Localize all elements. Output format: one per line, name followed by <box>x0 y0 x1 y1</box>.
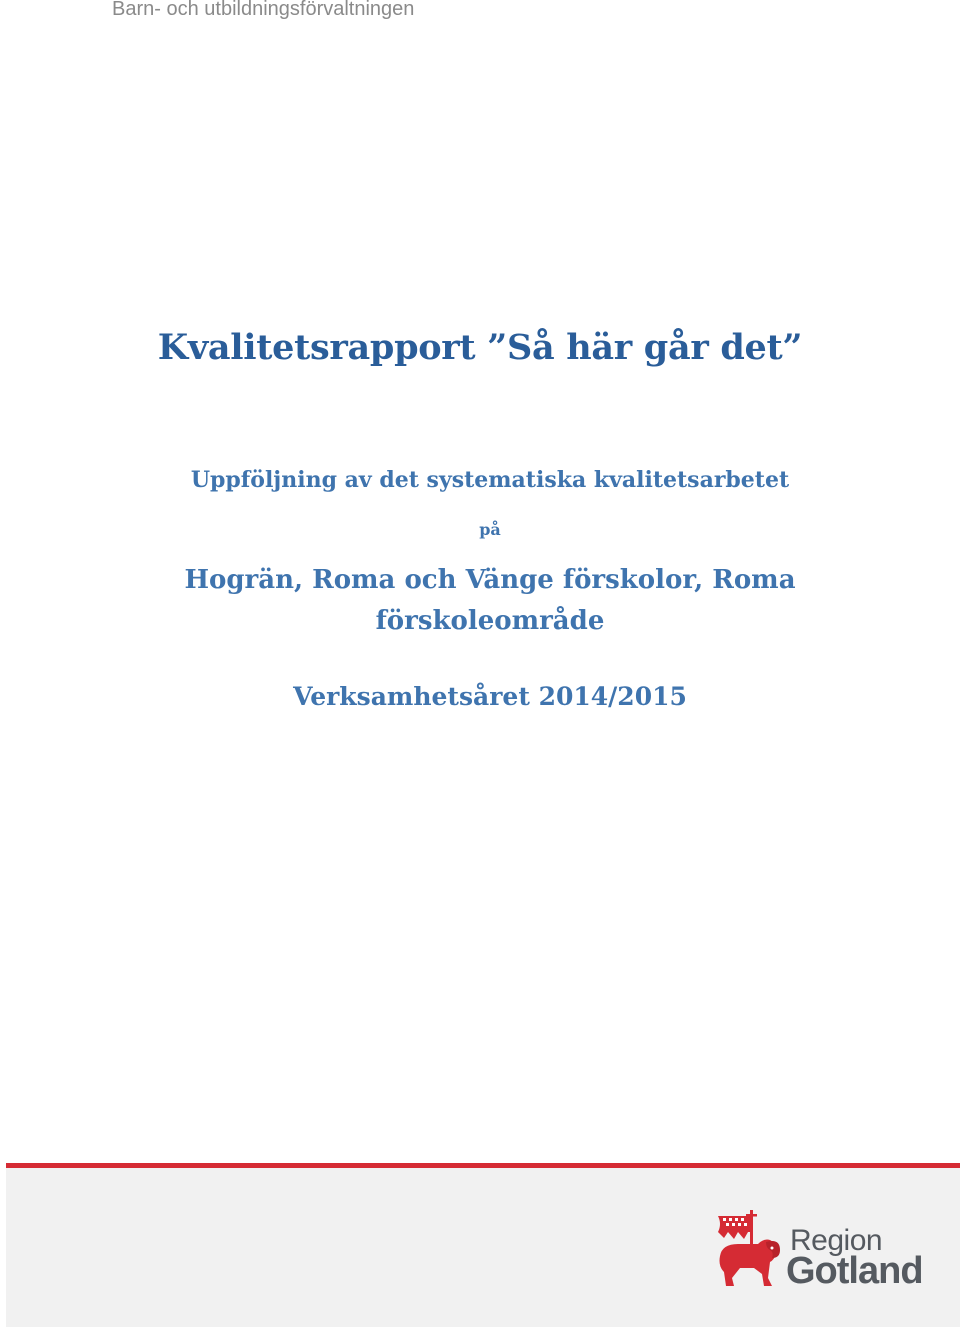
document-title: Kvalitetsrapport ”Så här går det” <box>157 327 803 368</box>
footer-accent-line <box>6 1163 960 1168</box>
connector-text: på <box>479 520 501 539</box>
logo-word-gotland: Gotland <box>786 1250 923 1292</box>
department-header: Barn- och utbildningsförvaltningen <box>112 0 415 20</box>
region-gotland-logo <box>714 1208 934 1296</box>
document-subtitle: Uppföljning av det systematiska kvalitetsarbetet <box>190 467 790 493</box>
schools-line-2: förskoleområde <box>375 606 605 636</box>
logo-word-region: Region <box>790 1224 883 1257</box>
schools-line-1: Hogrän, Roma och Vänge förskolor, Roma <box>184 565 796 595</box>
operating-year: Verksamhetsåret 2014/2015 <box>293 682 687 711</box>
gotland-ram-icon <box>714 1208 784 1290</box>
schools-heading <box>0 560 960 642</box>
